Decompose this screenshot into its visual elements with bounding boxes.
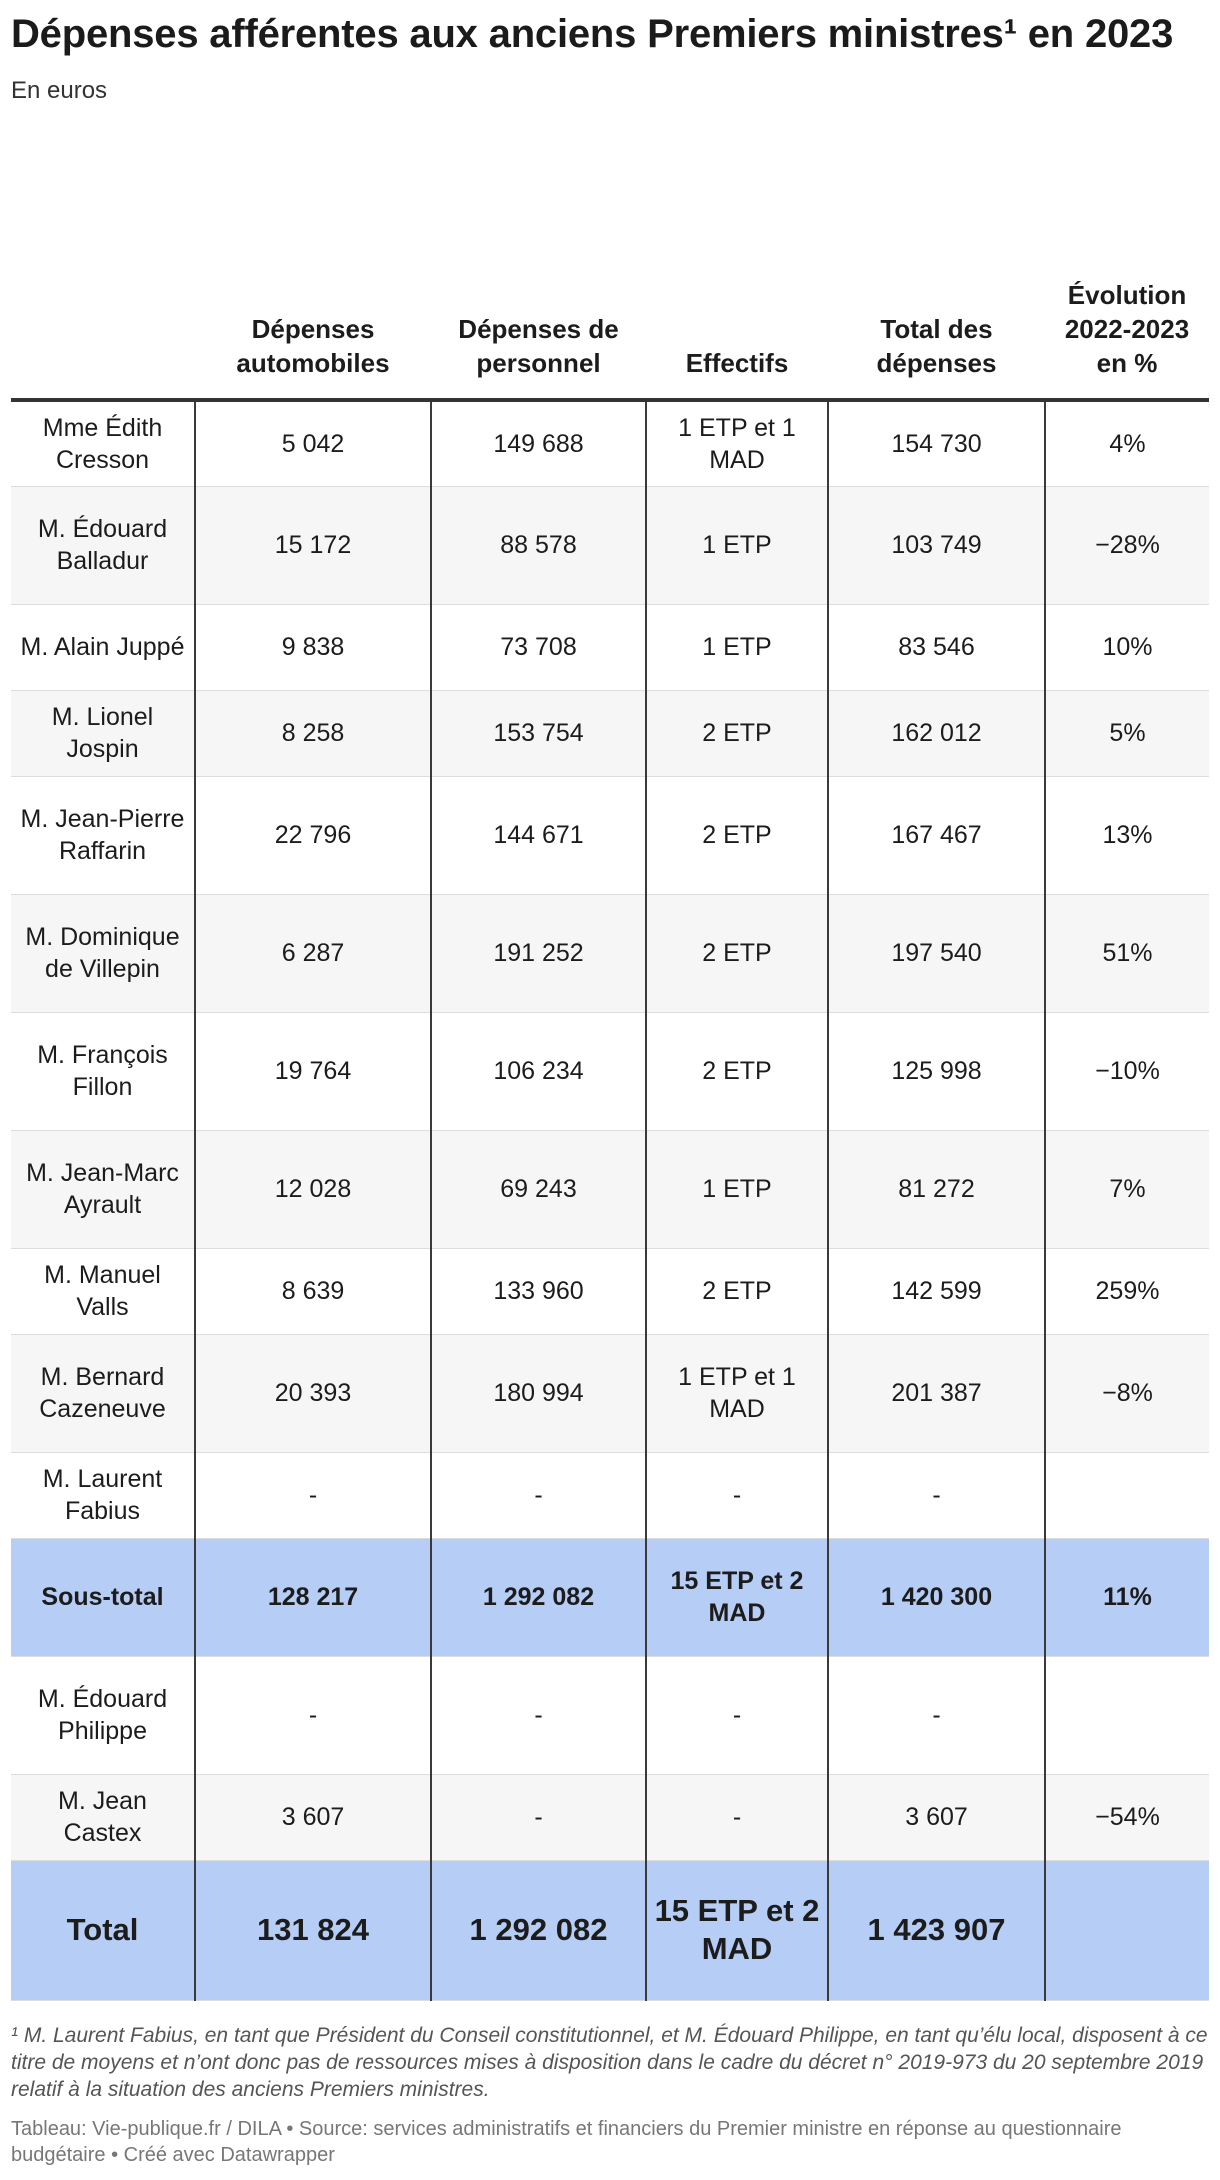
cell-evolution: 11%: [1045, 1538, 1209, 1656]
cell-total-expenses: -: [828, 1656, 1045, 1774]
cell-staffing: 2 ETP: [646, 894, 828, 1012]
cell-total-expenses: 3 607: [828, 1774, 1045, 1860]
cell-evolution: 4%: [1045, 400, 1209, 486]
cell-car-expenses: 5 042: [195, 400, 431, 486]
table-row: [11, 1774, 1209, 1860]
cell-staffing: 1 ETP: [646, 604, 828, 690]
cell-staff-expenses: -: [431, 1452, 646, 1538]
cell-staffing: 2 ETP: [646, 690, 828, 776]
table-row: [11, 1452, 1209, 1538]
cell-total-expenses: 103 749: [828, 486, 1045, 604]
cell-name: M. Dominique de Villepin: [11, 894, 195, 1012]
cell-staff-expenses: 1 292 082: [431, 1860, 646, 2000]
cell-total-expenses: 142 599: [828, 1248, 1045, 1334]
cell-staffing: 1 ETP et 1 MAD: [646, 400, 828, 486]
cell-evolution: 7%: [1045, 1130, 1209, 1248]
cell-name: Total: [11, 1860, 195, 2000]
cell-staff-expenses: 144 671: [431, 776, 646, 894]
cell-total-expenses: 125 998: [828, 1012, 1045, 1130]
cell-staff-expenses: 73 708: [431, 604, 646, 690]
cell-staffing: 2 ETP: [646, 776, 828, 894]
cell-staff-expenses: 88 578: [431, 486, 646, 604]
cell-total-expenses: 81 272: [828, 1130, 1045, 1248]
chart-title: Dépenses afférentes aux anciens Premiers ministres¹ en 2023: [11, 12, 1174, 56]
table-row: [11, 1656, 1209, 1774]
cell-car-expenses: -: [195, 1452, 431, 1538]
cell-staffing: 15 ETP et 2 MAD: [646, 1860, 828, 2000]
header-total-expenses[interactable]: Total des dépenses: [828, 210, 1045, 400]
table-row: [11, 1334, 1209, 1452]
cell-total-expenses: 1 423 907: [828, 1860, 1045, 2000]
cell-evolution: −8%: [1045, 1334, 1209, 1452]
cell-evolution: [1045, 1656, 1209, 1774]
footnote: ¹ M. Laurent Fabius, en tant que Président du Conseil constitutionnel, et M. Édouard Philippe, en tant qu’élu local, disposent à ce titre de moyens et n’ont donc pas de ressources mises à disposition dans le cadre du décret n° 2019-973 du 20 septembre 2019 relatif à la situation des anciens Premiers ministres.: [11, 2024, 1208, 2101]
cell-name: M. Lionel Jospin: [11, 690, 195, 776]
cell-staff-expenses: -: [431, 1656, 646, 1774]
cell-total-expenses: 154 730: [828, 400, 1045, 486]
cell-staffing: -: [646, 1452, 828, 1538]
table-row: [11, 1860, 1209, 2000]
cell-car-expenses: 15 172: [195, 486, 431, 604]
cell-name: M. Jean Castex: [11, 1774, 195, 1860]
cell-name: M. Édouard Balladur: [11, 486, 195, 604]
table-row: [11, 1248, 1209, 1334]
cell-staff-expenses: 191 252: [431, 894, 646, 1012]
cell-car-expenses: 3 607: [195, 1774, 431, 1860]
cell-total-expenses: 162 012: [828, 690, 1045, 776]
cell-name: M. Jean-Marc Ayrault: [11, 1130, 195, 1248]
cell-name: M. Alain Juppé: [11, 604, 195, 690]
table-header-row: [11, 210, 1209, 400]
cell-evolution: 51%: [1045, 894, 1209, 1012]
cell-car-expenses: 131 824: [195, 1860, 431, 2000]
cell-staffing: 2 ETP: [646, 1012, 828, 1130]
cell-evolution: [1045, 1860, 1209, 2000]
table-row: [11, 894, 1209, 1012]
cell-evolution: 259%: [1045, 1248, 1209, 1334]
cell-staff-expenses: 1 292 082: [431, 1538, 646, 1656]
expenses-table: [11, 210, 1209, 2001]
cell-total-expenses: 1 420 300: [828, 1538, 1045, 1656]
cell-total-expenses: 167 467: [828, 776, 1045, 894]
cell-car-expenses: -: [195, 1656, 431, 1774]
cell-staff-expenses: 69 243: [431, 1130, 646, 1248]
header-car-expenses[interactable]: Dépenses automobiles: [195, 210, 431, 400]
cell-staff-expenses: 153 754: [431, 690, 646, 776]
cell-name: M. Jean-Pierre Raffarin: [11, 776, 195, 894]
cell-name: M. François Fillon: [11, 1012, 195, 1130]
cell-staffing: 15 ETP et 2 MAD: [646, 1538, 828, 1656]
cell-car-expenses: 8 639: [195, 1248, 431, 1334]
source-credit: Tableau: Vie-publique.fr / DILA • Source: services administratifs et financiers du Premier ministre en réponse au questionnaire budgétaire • Créé avec Datawrapper: [11, 2118, 1122, 2166]
cell-staffing: 2 ETP: [646, 1248, 828, 1334]
cell-name: M. Manuel Valls: [11, 1248, 195, 1334]
cell-staff-expenses: 106 234: [431, 1012, 646, 1130]
table-row: [11, 776, 1209, 894]
table-row: [11, 604, 1209, 690]
cell-name: M. Édouard Philippe: [11, 1656, 195, 1774]
header-evolution[interactable]: Évolution 2022-2023 en %: [1045, 210, 1209, 400]
table-row: [11, 690, 1209, 776]
cell-car-expenses: 20 393: [195, 1334, 431, 1452]
cell-evolution: [1045, 1452, 1209, 1538]
cell-evolution: −10%: [1045, 1012, 1209, 1130]
table-row: [11, 1538, 1209, 1656]
cell-staff-expenses: 133 960: [431, 1248, 646, 1334]
cell-car-expenses: 22 796: [195, 776, 431, 894]
cell-car-expenses: 6 287: [195, 894, 431, 1012]
cell-car-expenses: 8 258: [195, 690, 431, 776]
cell-name: M. Laurent Fabius: [11, 1452, 195, 1538]
cell-total-expenses: -: [828, 1452, 1045, 1538]
cell-staff-expenses: 180 994: [431, 1334, 646, 1452]
table-row: [11, 1012, 1209, 1130]
cell-car-expenses: 12 028: [195, 1130, 431, 1248]
cell-total-expenses: 201 387: [828, 1334, 1045, 1452]
cell-evolution: 10%: [1045, 604, 1209, 690]
cell-car-expenses: 9 838: [195, 604, 431, 690]
header-staff-expenses[interactable]: Dépenses de personnel: [431, 210, 646, 400]
cell-total-expenses: 197 540: [828, 894, 1045, 1012]
cell-name: Mme Édith Cresson: [11, 400, 195, 486]
cell-staff-expenses: 149 688: [431, 400, 646, 486]
chart-subtitle: En euros: [11, 77, 108, 104]
cell-evolution: 5%: [1045, 690, 1209, 776]
cell-evolution: 13%: [1045, 776, 1209, 894]
cell-evolution: −54%: [1045, 1774, 1209, 1860]
table-row: [11, 486, 1209, 604]
cell-name: M. Bernard Cazeneuve: [11, 1334, 195, 1452]
table-row: [11, 1130, 1209, 1248]
cell-staffing: -: [646, 1774, 828, 1860]
table-container: [11, 0, 1209, 2166]
cell-name: Sous-total: [11, 1538, 195, 1656]
cell-car-expenses: 19 764: [195, 1012, 431, 1130]
cell-staffing: 1 ETP: [646, 1130, 828, 1248]
header-staffing[interactable]: Effectifs: [646, 210, 828, 400]
cell-car-expenses: 128 217: [195, 1538, 431, 1656]
header-name[interactable]: [11, 210, 195, 400]
cell-total-expenses: 83 546: [828, 604, 1045, 690]
cell-staff-expenses: -: [431, 1774, 646, 1860]
cell-staffing: 1 ETP: [646, 486, 828, 604]
cell-staffing: -: [646, 1656, 828, 1774]
cell-staffing: 1 ETP et 1 MAD: [646, 1334, 828, 1452]
cell-evolution: −28%: [1045, 486, 1209, 604]
table-row: [11, 400, 1209, 486]
